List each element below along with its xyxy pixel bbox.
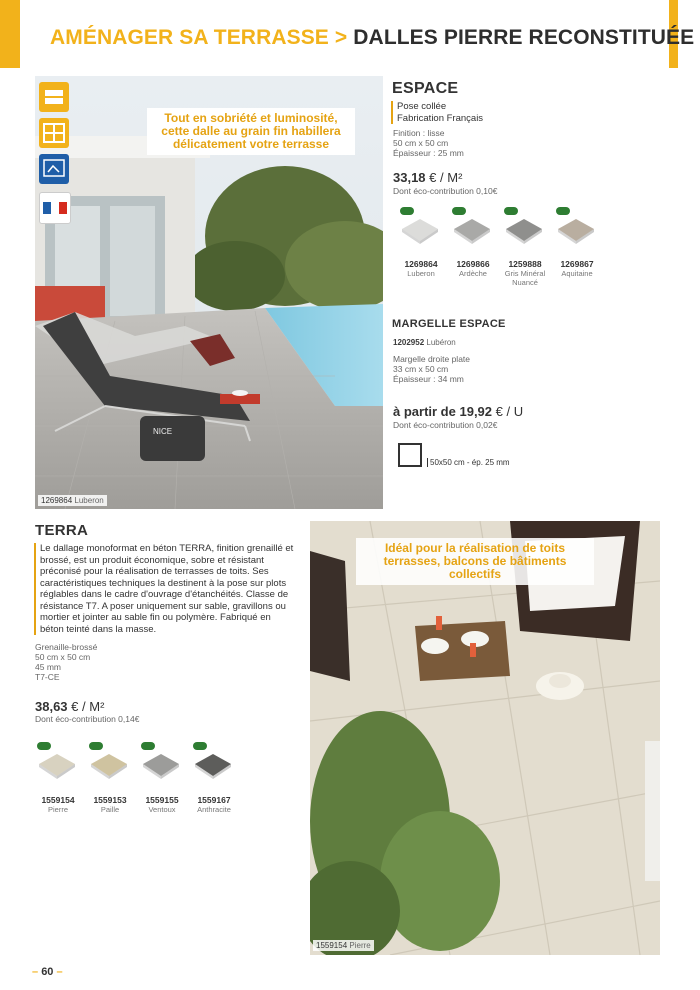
terra-tile-swatch [87, 750, 131, 780]
espace-eco: Dont éco-contribution 0,10€ [393, 186, 498, 196]
espace-features [391, 101, 577, 124]
espace-tile-label [496, 259, 554, 287]
terra-tile-ref: 1559153 [93, 795, 127, 805]
margelle-price [393, 404, 523, 419]
margelle-title: MARGELLE ESPACE [392, 318, 506, 330]
page-dash: – [32, 966, 39, 978]
espace-specs [393, 128, 464, 158]
espace-tile-swatch [398, 215, 442, 245]
balcony-caption [313, 940, 374, 951]
page-title [50, 26, 694, 50]
terra-spec: 50 cm x 50 cm [35, 652, 91, 662]
balcony-caption-name: Pierre [349, 941, 371, 950]
terra-tile-swatch [191, 750, 235, 780]
terra-price [35, 699, 104, 714]
cushion-label: NICE [153, 427, 173, 436]
pose-colle-icon [39, 82, 69, 112]
espace-tile-name: Ardèche [459, 269, 487, 278]
espace-title: ESPACE [392, 80, 459, 97]
page-number-value: 60 [41, 966, 54, 978]
espace-tile-label [444, 259, 502, 278]
espace-eco-badge [400, 207, 414, 215]
terra-tile-name: Paille [100, 805, 120, 814]
espace-eco-badge [504, 207, 518, 215]
terra-tile-name: Pierre [47, 805, 68, 814]
title-part-2: DALLES PIERRE RECONSTITUÉE [353, 26, 695, 49]
margelle-spec: Margelle droite plate [393, 354, 471, 364]
espace-tile-name: Gris Minéral Nuancé [504, 269, 546, 287]
title-part-1: AMÉNAGER SA TERRASSE [50, 26, 329, 49]
terra-spec: T7-CE [35, 672, 60, 682]
terra-eco-badge [141, 742, 155, 750]
espace-price-unit: € / M² [429, 170, 463, 185]
espace-tile-swatch [554, 215, 598, 245]
espace-price-value: 33,18 [393, 170, 426, 185]
margelle-specs [393, 354, 470, 384]
margelle-ref-line [393, 338, 456, 347]
margelle-price-unit: € / U [495, 404, 524, 419]
terra-specs [35, 642, 97, 682]
espace-tile-swatch [450, 215, 494, 245]
terra-spec: 45 mm [35, 662, 61, 672]
dimension-label: 50x50 cm - ép. 25 mm [427, 458, 510, 467]
margelle-spec: Épaisseur : 34 mm [393, 374, 464, 384]
terra-tile-name: Ventoux [148, 805, 176, 814]
espace-tile-name: Aquitaine [561, 269, 593, 278]
espace-tile-name: Luberon [407, 269, 435, 278]
terra-eco-badge [193, 742, 207, 750]
espace-price [393, 170, 462, 185]
page-number [32, 966, 63, 978]
margelle-price-value: 19,92 [459, 404, 493, 419]
margelle-price-prefix: à partir de [393, 404, 456, 419]
france-flag-icon [39, 192, 71, 224]
terra-eco: Dont éco-contribution 0,14€ [35, 714, 140, 724]
hero-caption-name: Luberon [74, 496, 104, 505]
espace-tile-ref: 1259888 [508, 259, 542, 269]
terra-tile-label [185, 795, 243, 814]
espace-tile-label [548, 259, 606, 278]
margelle-ref: 1202952 [393, 338, 425, 347]
terra-tile-name: Anthracite [197, 805, 231, 814]
margelle-ref-name: Lubéron [426, 338, 456, 347]
dimension-square-icon [398, 443, 422, 467]
balcony-illustration [310, 521, 660, 955]
terra-tile-label [29, 795, 87, 814]
espace-eco-badge [452, 207, 466, 215]
espace-eco-badge [556, 207, 570, 215]
terra-price-unit: € / M² [71, 699, 105, 714]
espace-tile-ref: 1269864 [404, 259, 438, 269]
terra-eco-badge [89, 742, 103, 750]
hero-caption [38, 495, 107, 506]
espace-tile-ref: 1269867 [560, 259, 594, 269]
terra-tile-ref: 1559167 [197, 795, 231, 805]
balcony-callout: Idéal pour la réalisation de toits terrasses, balcons de bâtiments collectifs [356, 538, 594, 585]
terra-tile-swatch [139, 750, 183, 780]
espace-spec: Finition : lisse [393, 128, 445, 138]
terra-description: Le dallage monoformat en béton TERRA, finition grenaillé et brossé, est un produit économique, sobre et résistant préconisé pour la réalisation de terrasses de toits. Ses caractéristiques techniques la destinent à la pose sur plots réglables dans le cadre d'ouvrage d'étanchéités. Classe de résistance T7. A poser uniquement sur sable, gravillons ou mortier et jointer au sable fin ou polymère. Fabriqué en béton teinté dans la masse. [34, 543, 295, 635]
espace-spec: 50 cm x 50 cm [393, 138, 449, 148]
balcony-caption-ref: 1559154 [316, 941, 348, 950]
terra-tile-swatch [35, 750, 79, 780]
terra-tile-label [133, 795, 191, 814]
hero-callout: Tout en sobriété et luminosité, cette dalle au grain fin habillera délicatement votre terrasse [147, 108, 355, 155]
hero-caption-ref: 1269864 [41, 496, 73, 505]
margelle-spec: 33 cm x 50 cm [393, 364, 449, 374]
terra-eco-badge [37, 742, 51, 750]
margelle-eco: Dont éco-contribution 0,02€ [393, 420, 498, 430]
espace-tile-label [392, 259, 450, 278]
balcony-photo [310, 521, 660, 955]
terrace-icon [39, 154, 69, 184]
terra-tile-ref: 1559155 [145, 795, 179, 805]
terra-tile-label [81, 795, 139, 814]
terra-tile-ref: 1559154 [41, 795, 75, 805]
espace-feature: Pose collée [397, 101, 447, 112]
espace-tile-swatch [502, 215, 546, 245]
terra-spec: Grenaille-brossé [35, 642, 98, 652]
terra-title: TERRA [35, 522, 89, 539]
left-accent-bar [0, 0, 20, 68]
title-separator: > [334, 26, 348, 49]
terra-price-value: 38,63 [35, 699, 68, 714]
espace-spec: Épaisseur : 25 mm [393, 148, 464, 158]
tile-pattern-icon [39, 118, 69, 148]
espace-feature: Fabrication Français [397, 112, 484, 124]
feature-icons [39, 82, 71, 232]
page-dash: – [56, 966, 63, 978]
espace-tile-ref: 1269866 [456, 259, 490, 269]
